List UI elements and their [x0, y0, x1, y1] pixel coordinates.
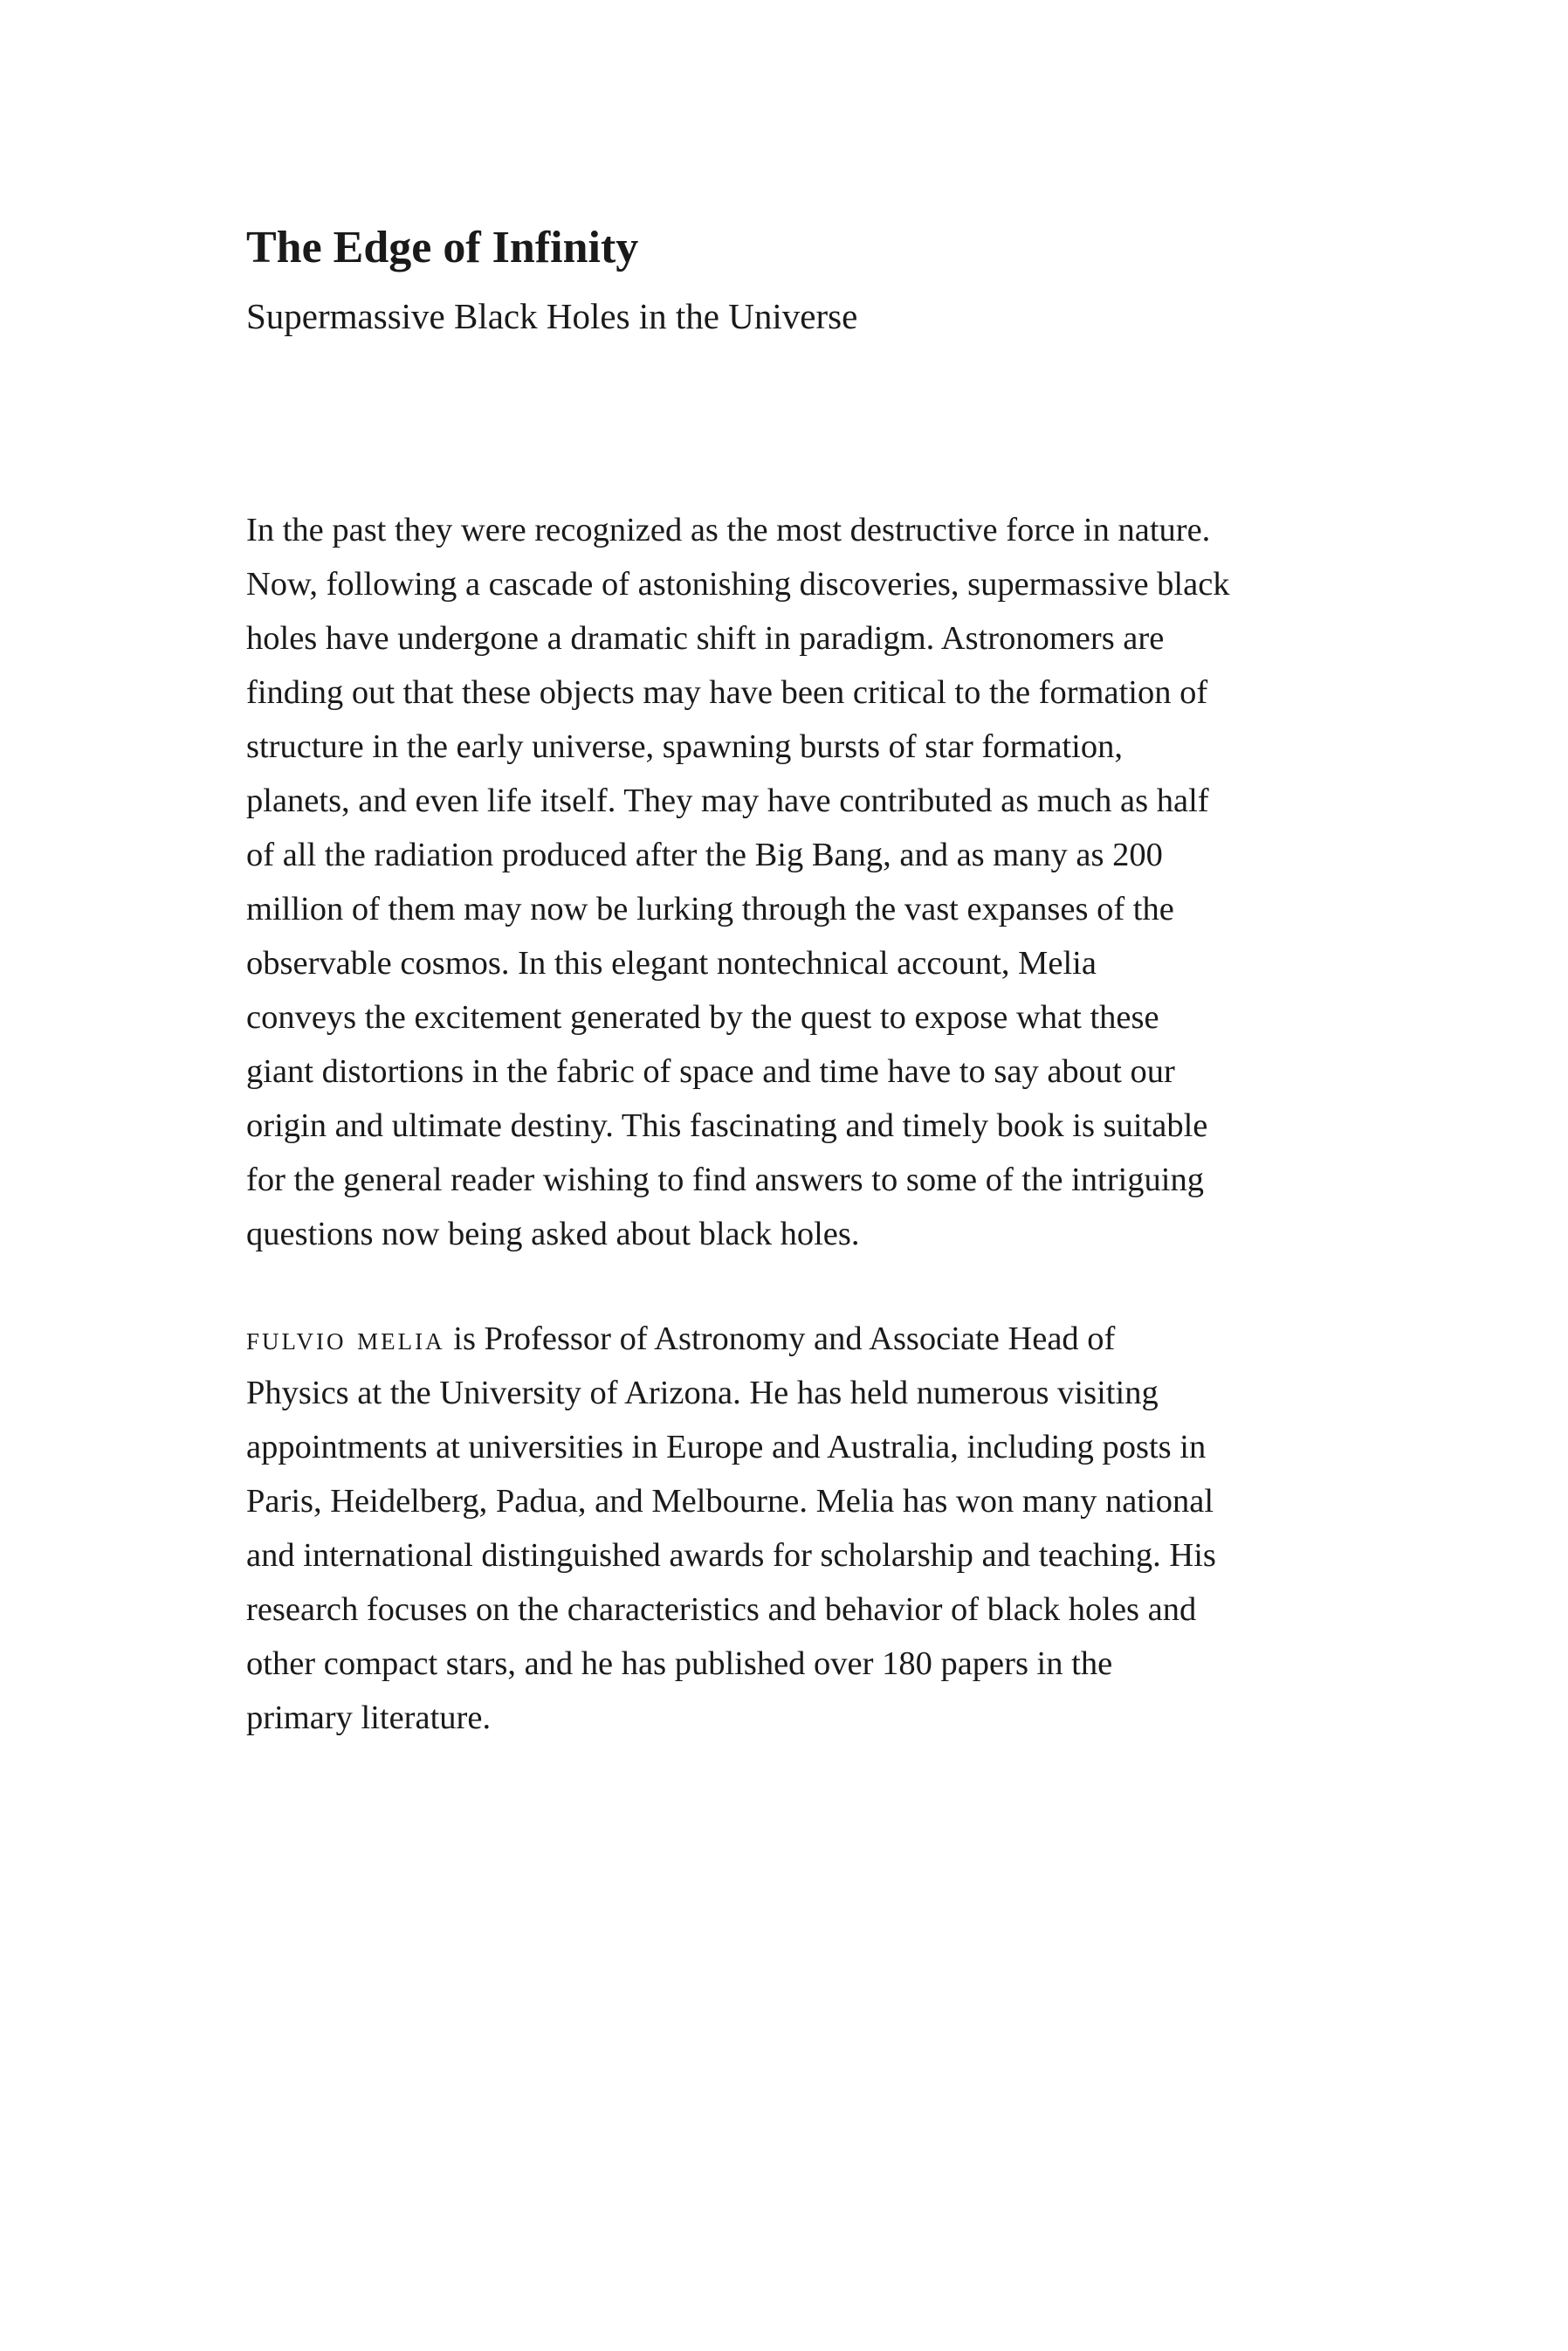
description-line: for the general reader wishing to find answers to some of the intriguing [246, 1162, 1204, 1198]
description-line: observable cosmos. In this elegant nontechnical account, Melia [246, 945, 1097, 982]
description-line: of all the radiation produced after the Big Bang, and as many as 200 [246, 837, 1163, 873]
author-bio-line: research focuses on the characteristics and behavior of black holes and [246, 1591, 1197, 1628]
description-line: million of them may now be lurking through the vast expanses of the [246, 891, 1174, 927]
author-bio-line [246, 1312, 1407, 1366]
author-name: fulvio melia [246, 1320, 445, 1357]
book-title: The Edge of Infinity [246, 223, 639, 272]
description-line: structure in the early universe, spawning bursts of star formation, [246, 728, 1123, 765]
author-bio [246, 1312, 1407, 1745]
description-line: planets, and even life itself. They may have contributed as much as half [246, 783, 1209, 819]
author-bio-line: other compact stars, and he has published over 180 papers in the [246, 1645, 1113, 1682]
description-line: In the past they were recognized as the most destructive force in nature. [246, 512, 1211, 548]
description-line: holes have undergone a dramatic shift in paradigm. Astronomers are [246, 620, 1165, 657]
book-description [246, 503, 1407, 1261]
author-bio-first-line: is Professor of Astronomy and Associate Head of [444, 1320, 1116, 1357]
description-line: finding out that these objects may have been critical to the formation of [246, 674, 1208, 711]
author-bio-line: and international distinguished awards for scholarship and teaching. His [246, 1537, 1216, 1574]
author-bio-line: primary literature. [246, 1699, 492, 1736]
description-line: origin and ultimate destiny. This fascinating and timely book is suitable [246, 1107, 1208, 1144]
author-bio-line: Physics at the University of Arizona. He has held numerous visiting [246, 1375, 1159, 1411]
author-bio-line: appointments at universities in Europe and Australia, including posts in [246, 1429, 1207, 1465]
description-line: Now, following a cascade of astonishing discoveries, supermassive black [246, 566, 1230, 603]
book-subtitle: Supermassive Black Holes in the Universe [246, 296, 858, 336]
description-line: conveys the excitement generated by the quest to expose what these [246, 999, 1159, 1036]
description-line: questions now being asked about black holes. [246, 1216, 860, 1252]
author-bio-line: Paris, Heidelberg, Padua, and Melbourne. Melia has won many national [246, 1483, 1214, 1520]
description-line: giant distortions in the fabric of space and time have to say about our [246, 1053, 1175, 1090]
